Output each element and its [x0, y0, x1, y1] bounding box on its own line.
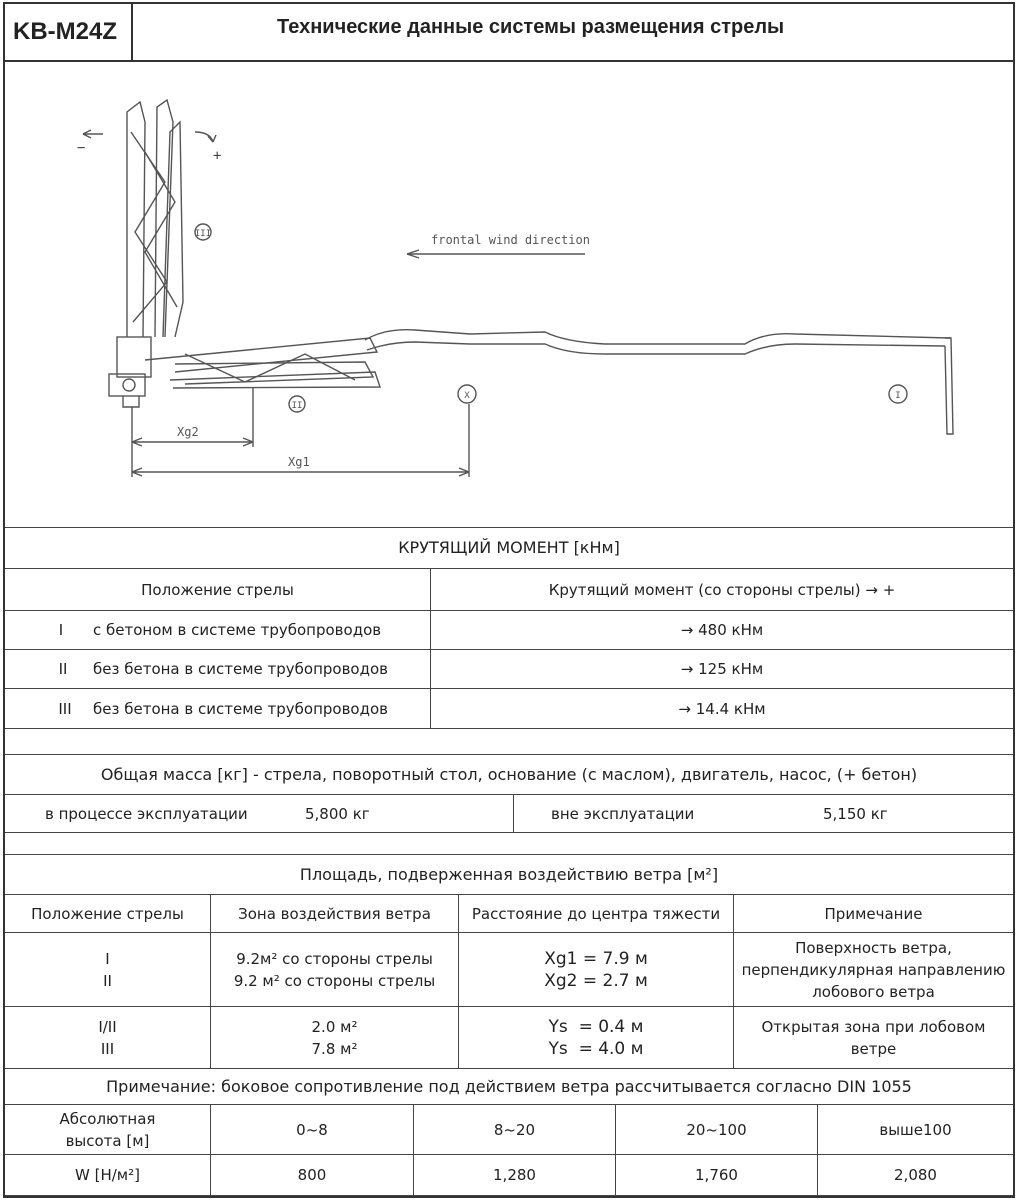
rotate-right-arrow [195, 132, 213, 142]
mass-title: Общая масса [кг] - стрела, поворотный стол, основание (с маслом), двигатель, насос, (+ бетон) [100, 764, 918, 784]
wind-footnote: Примечание: боковое сопротивление под действием ветра рассчитывается согласно DIN 1055 [106, 1076, 912, 1096]
torque-row [5, 650, 1013, 689]
boom-vertical [127, 100, 183, 337]
position-ii-label: II [291, 401, 303, 411]
cog-marker-label: X [464, 391, 470, 401]
torque-row-value: → 14.4 кНм [430, 689, 1013, 728]
spec-sheet [3, 2, 1015, 1198]
torque-row-num: III [58, 699, 72, 718]
spacer-row [5, 833, 1013, 855]
torque-col-position: Положение стрелы [141, 580, 294, 599]
wind-row-positions: I II [103, 949, 112, 990]
boom-drawing [5, 62, 1013, 527]
wind-col-distance: Расстояние до центра тяжести [458, 895, 733, 932]
header [5, 4, 1013, 62]
wind-footnote-row [5, 1069, 1013, 1105]
xg1-label: Xg1 [288, 455, 310, 469]
height-cell: 0~8 [210, 1105, 413, 1154]
torque-title-row [5, 527, 1013, 569]
wind-row-note: Открытая зона при лобовом ветре [733, 1007, 1013, 1068]
torque-row-desc: без бетона в системе трубопроводов [93, 699, 388, 718]
torque-row [5, 611, 1013, 650]
pressure-cell: 1,760 [615, 1155, 817, 1195]
wind-col-zone: Зона воздействия ветра [210, 895, 458, 932]
wind-col-position: Положение стрелы [31, 904, 184, 923]
torque-row-value: → 125 кНм [430, 650, 1013, 688]
torque-title: КРУТЯЩИЙ МОМЕНТ [кНм] [398, 538, 620, 557]
pressure-cell: 2,080 [817, 1155, 1013, 1195]
pressure-row [5, 1155, 1013, 1196]
wind-title-row [5, 855, 1013, 895]
wind-row-distances: Ys = 0.4 м Ys = 4.0 м [458, 1007, 733, 1068]
torque-row-desc: с бетоном в системе трубопроводов [93, 621, 382, 639]
model-name: KB-M24Z [5, 4, 133, 60]
boom-extended [365, 330, 953, 434]
wind-col-note: Примечание [733, 895, 1013, 932]
spacer-row [5, 729, 1013, 755]
wind-row-note: Поверхность ветра, перпендикулярная направлению лобового ветра [733, 933, 1013, 1006]
boom-folded [145, 338, 380, 388]
wind-title: Площадь, подверженная воздействию ветра [м²] [299, 864, 719, 884]
torque-row-num: II [58, 660, 68, 678]
position-i-label: I [895, 391, 901, 401]
turntable [109, 337, 151, 407]
in-operation-value: 5,800 кг [305, 804, 370, 823]
torque-row-num: I [58, 621, 64, 639]
height-label: Абсолютная высота [м] [59, 1109, 156, 1150]
wind-row-zones: 2.0 м² 7.8 м² [210, 1007, 458, 1068]
mass-values-row [5, 795, 1013, 833]
pressure-label: W [Н/м²] [75, 1166, 140, 1184]
wind-row-distances: Xg1 = 7.9 м Xg2 = 2.7 м [458, 933, 733, 1006]
out-operation-label: вне эксплуатации [551, 804, 695, 823]
xg2-dimension [132, 438, 253, 446]
xg2-label: Xg2 [177, 425, 199, 439]
pressure-cell: 800 [210, 1155, 413, 1195]
in-operation-label: в процессе эксплуатации [45, 804, 248, 823]
wind-row [5, 1007, 1013, 1069]
height-cell: 20~100 [615, 1105, 817, 1154]
xg1-dimension [132, 468, 469, 476]
torque-row-desc: без бетона в системе трубопроводов [93, 660, 388, 678]
wind-direction-label: frontal wind direction [431, 233, 590, 247]
pressure-cell: 1,280 [413, 1155, 615, 1195]
plus-sign: + [213, 148, 222, 164]
height-cell: выше100 [817, 1105, 1013, 1154]
torque-header-row [5, 569, 1013, 611]
height-row [5, 1105, 1013, 1155]
wind-row-positions: I/II III [98, 1017, 117, 1058]
sheet-title: Технические данные системы размещения стрелы [277, 16, 785, 38]
wind-row [5, 933, 1013, 1007]
height-cell: 8~20 [413, 1105, 615, 1154]
mass-title-row [5, 755, 1013, 795]
out-operation-value: 5,150 кг [823, 804, 888, 823]
minus-sign: − [77, 140, 86, 156]
torque-col-value: Крутящий момент (со стороны стрелы) → + [430, 569, 1013, 610]
wind-row-zones: 9.2м² со стороны стрелы 9.2 м² со стороны стрелы [210, 933, 458, 1006]
position-iii-label: III [194, 229, 212, 239]
torque-row [5, 689, 1013, 729]
torque-row-value: → 480 кНм [430, 611, 1013, 649]
wind-header-row [5, 895, 1013, 933]
boom-diagram [5, 62, 1013, 527]
